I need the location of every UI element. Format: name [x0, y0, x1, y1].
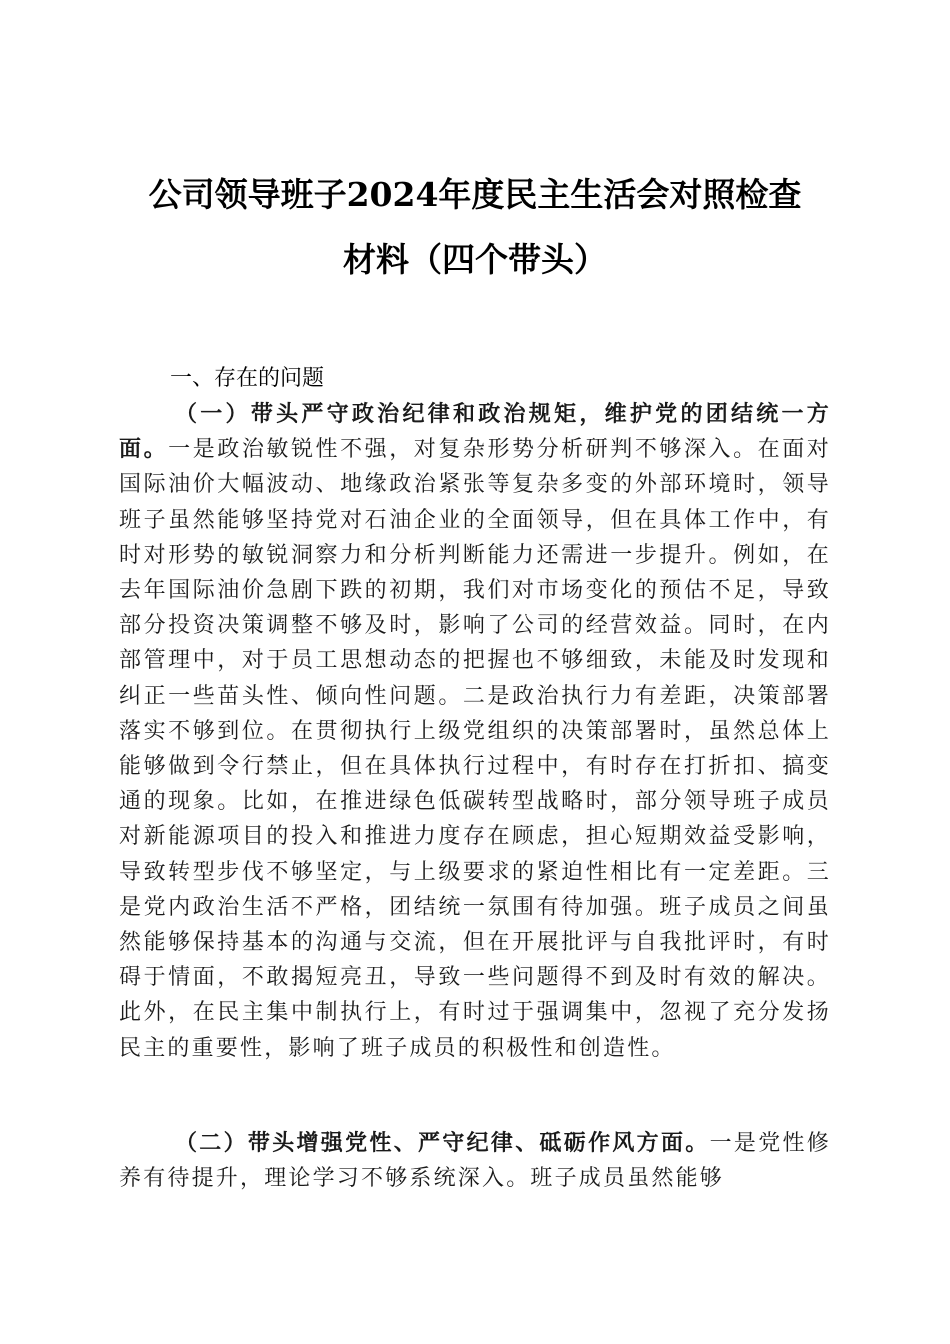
section-heading: 一、存在的问题 [170, 366, 325, 391]
paragraph-2 [119, 1126, 831, 1196]
document-title-line-1: 公司领导班子2024年度民主生活会对照检查 [148, 175, 802, 214]
paragraph-2-lead: （二）带头增强党性、严守纪律、砥砺作风方面。 [175, 1130, 710, 1156]
paragraph-1 [119, 397, 831, 1066]
paragraph-1-lead: （一）带头严守政治纪律和政治规矩，维护党的团结统一方面。 [119, 401, 831, 463]
paragraph-2-body: 一是党性修养有待提升，理论学习不够系统深入。班子成员虽然能够 [119, 1131, 831, 1192]
document-title-line-2: 材料（四个带头） [343, 240, 607, 279]
paragraph-1-body: 一是政治敏锐性不强，对复杂形势分析研判不够深入。在面对国际油价大幅波动、地缘政治紧张等复杂多变的外部环境时，领导班子虽然能够坚持党对石油企业的全面领导，但在具体工作中，有时对形势的敏锐洞察力和分析判断能力还需进一步提升。例如，在去年国际油价急剧下跌的初期，我们对市场变化的预估不足，导致部分投资决策调整不够及时，影响了公司的经营效益。同时，在内部管理中，对于员工思想动态的把握也不够细致，未能及时发现和纠正一些苗头性、倾向性问题。二是政治执行力有差距，决策部署落实不够到位。在贯彻执行上级党组织的决策部署时，虽然总体上能够做到令行禁止，但在具体执行过程中，有时存在打折扣、搞变通的现象。比如，在推进绿色低碳转型战略时，部分领导班子成员对新能源项目的投入和推进力度存在顾虑，担心短期效益受影响，导致转型步伐不够坚定，与上级要求的紧迫性相比有一定差距。三是党内政治生活不严格，团结统一氛围有待加强。班子成员之间虽然能够保持基本的沟通与交流，但在开展批评与自我批评时，有时碍于情面，不敢揭短亮丑，导致一些问题得不到及时有效的解决。此外，在民主集中制执行上，有时过于强调集中，忽视了充分发扬民主的重要性，影响了班子成员的积极性和创造性。 [119, 437, 832, 1061]
